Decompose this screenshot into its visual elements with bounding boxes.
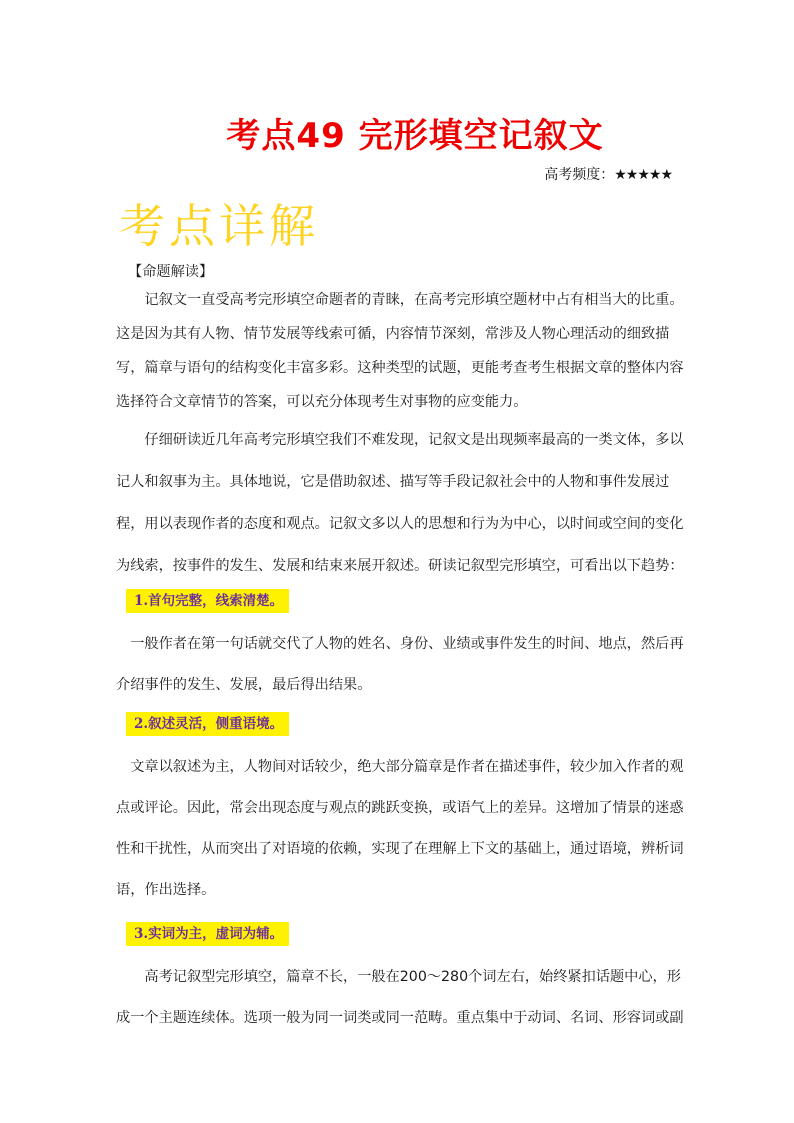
point-3-heading: 3.实词为主，虚词为辅。 <box>126 922 289 946</box>
point-2-heading: 2.叙述灵活，侧重语境。 <box>126 712 289 736</box>
star-rating-icon: ★★★★★ <box>614 167 672 183</box>
sub-label: 【命题解读】 <box>128 264 214 280</box>
point-2-text: 文章以叙述为主，人物间对话较少，绝大部分篇章是作者在描述事件，较少加入作者的观点或评论。因此，常会出现态度与观点的跳跃变换，或语气上的差异。这增加了情景的迷惑性和干扰性，从而突出了对语境的依赖，实现了在理解上下文的基础上，通过语境，辨析词语，作出选择。 <box>116 759 684 898</box>
paragraph-2: 仔细研读近几年高考完形填空我们不难发现，记叙文是出现频率最高的一类文体，多以记人和叙事为主。具体地说，它是借助叙述、描写等手段记叙社会中的人物和事件发展过程，用以表现作者的态度和观点。记叙文多以人的思想和行为为中心，以时间或空间的变化为线索，按事件的发生、发展和结束来展开叙述。研读记叙型完形填空，可看出以下趋势： <box>116 432 684 574</box>
intro-paragraph-block <box>116 283 684 419</box>
point-3-text: 高考记叙型完形填空，篇章不长，一般在200～280个词左右，始终紧扣话题中心，形成一个主题连续体。选项一般为同一词类或同一范畴。重点集中于动词、名词、形容词或副 <box>116 969 684 1026</box>
page-title: 考点49 完形填空记叙文 <box>226 116 604 156</box>
paragraph-1: 记叙文一直受高考完形填空命题者的青睐，在高考完形填空题材中占有相当大的比重。这是因为其有人物、情节发展等线索可循，内容情节深刻，常涉及人物心理活动的细致描写，篇章与语句的结构变化丰富多彩。这种类型的试题，更能考查考生根据文章的整体内容选择符合文章情节的答案，可以充分体现考生对事物的应变能力。 <box>116 292 684 410</box>
section-heading: 考点详解 <box>119 199 319 253</box>
trend-paragraph-block <box>116 419 684 587</box>
frequency-label: 高考频度： <box>544 167 615 183</box>
point-1-heading: 1.首句完整，线索清楚。 <box>126 589 289 613</box>
point-1-text: 一般作者在第一句话就交代了人物的姓名、身份、业绩或事件发生的时间、地点，然后再介绍事件的发生、发展，最后得出结果。 <box>116 636 684 693</box>
frequency-rating <box>544 164 672 184</box>
